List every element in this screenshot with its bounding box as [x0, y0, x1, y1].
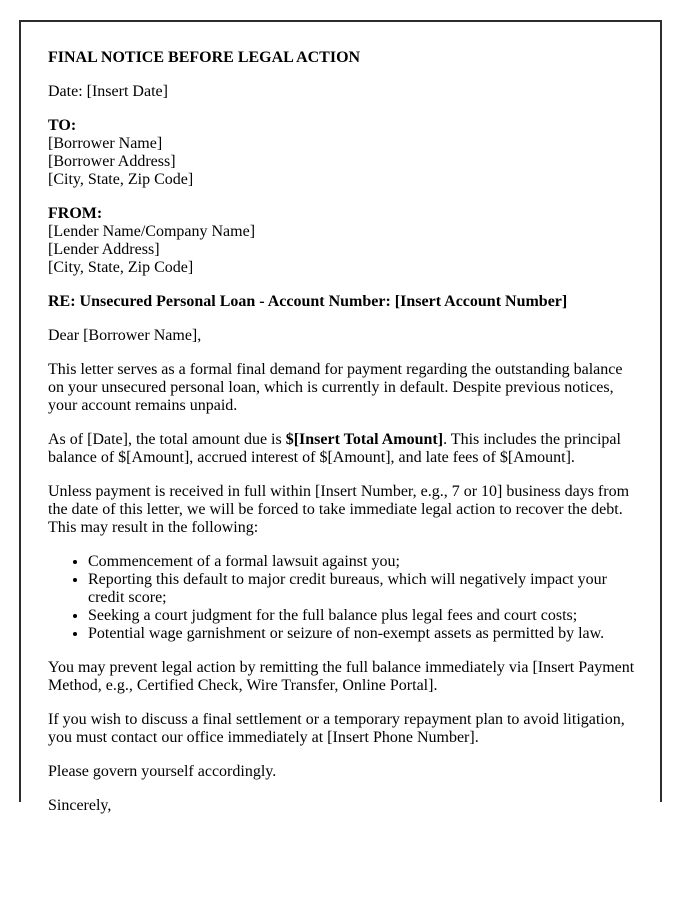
- salutation: Dear [Borrower Name],: [48, 327, 202, 344]
- paragraph-amount: [48, 431, 637, 467]
- lender-name-line: [Lender Name/Company Name]: [48, 223, 256, 240]
- date-line: Date: [Insert Date]: [48, 83, 168, 100]
- letter-title: FINAL NOTICE BEFORE LEGAL ACTION: [48, 49, 361, 66]
- subject-line: RE: Unsecured Personal Loan - Account Number: [Insert Account Number]: [48, 293, 568, 310]
- recipient-block: [48, 117, 637, 189]
- lender-address-line: [Lender Address]: [48, 241, 160, 258]
- list-item-garnishment: • Potential wage garnishment or seizure of non-exempt assets as permitted by law.: [88, 625, 637, 643]
- paragraph-closing-note: Please govern yourself accordingly.: [48, 763, 277, 780]
- list-item-credit-report: • Reporting this default to major credit bureaus, which will negatively impact your credit score;: [88, 571, 637, 607]
- paragraph-prevention: You may prevent legal action by remitting the full balance immediately via [Insert Payment Method, e.g., Certified Check, Wire Transfer, Online Portal].: [48, 659, 635, 694]
- lender-city-line: [City, State, Zip Code]: [48, 259, 194, 276]
- total-amount-placeholder: $[Insert Total Amount]: [285, 431, 444, 448]
- amount-text-before: As of [Date], the total amount due is: [48, 431, 286, 448]
- signoff-partial: Sincerely,: [48, 797, 112, 814]
- paragraph-settlement: If you wish to discuss a final settlement or a temporary repayment plan to avoid litigation, you must contact our office immediately at [Insert Phone Number].: [48, 711, 625, 746]
- sender-block: [48, 205, 637, 277]
- amount-text-after: . This includes the principal balance of $[Amount], accrued interest of $[Amount], and late fees of $[Amount].: [48, 431, 621, 466]
- paragraph-deadline: Unless payment is received in full within [Insert Number, e.g., 7 or 10] business days from the date of this letter, we will be forced to take immediate legal action to recover the debt. This may result in the following:: [48, 483, 630, 536]
- list-item-lawsuit: • Commencement of a formal lawsuit against you;: [88, 553, 637, 571]
- borrower-name-line: [Borrower Name]: [48, 135, 163, 152]
- borrower-city-line: [City, State, Zip Code]: [48, 171, 194, 188]
- to-label: TO:: [48, 117, 77, 134]
- letter-page: [19, 20, 662, 814]
- paragraph-demand: This letter serves as a formal final demand for payment regarding the outstanding balance on your unsecured personal loan, which is currently in default. Despite previous notices, your account remains unpaid.: [48, 361, 623, 414]
- borrower-address-line: [Borrower Address]: [48, 153, 176, 170]
- list-item-judgment: • Seeking a court judgment for the full balance plus legal fees and court costs;: [88, 607, 637, 625]
- consequences-list: [48, 553, 637, 643]
- from-label: FROM:: [48, 205, 103, 222]
